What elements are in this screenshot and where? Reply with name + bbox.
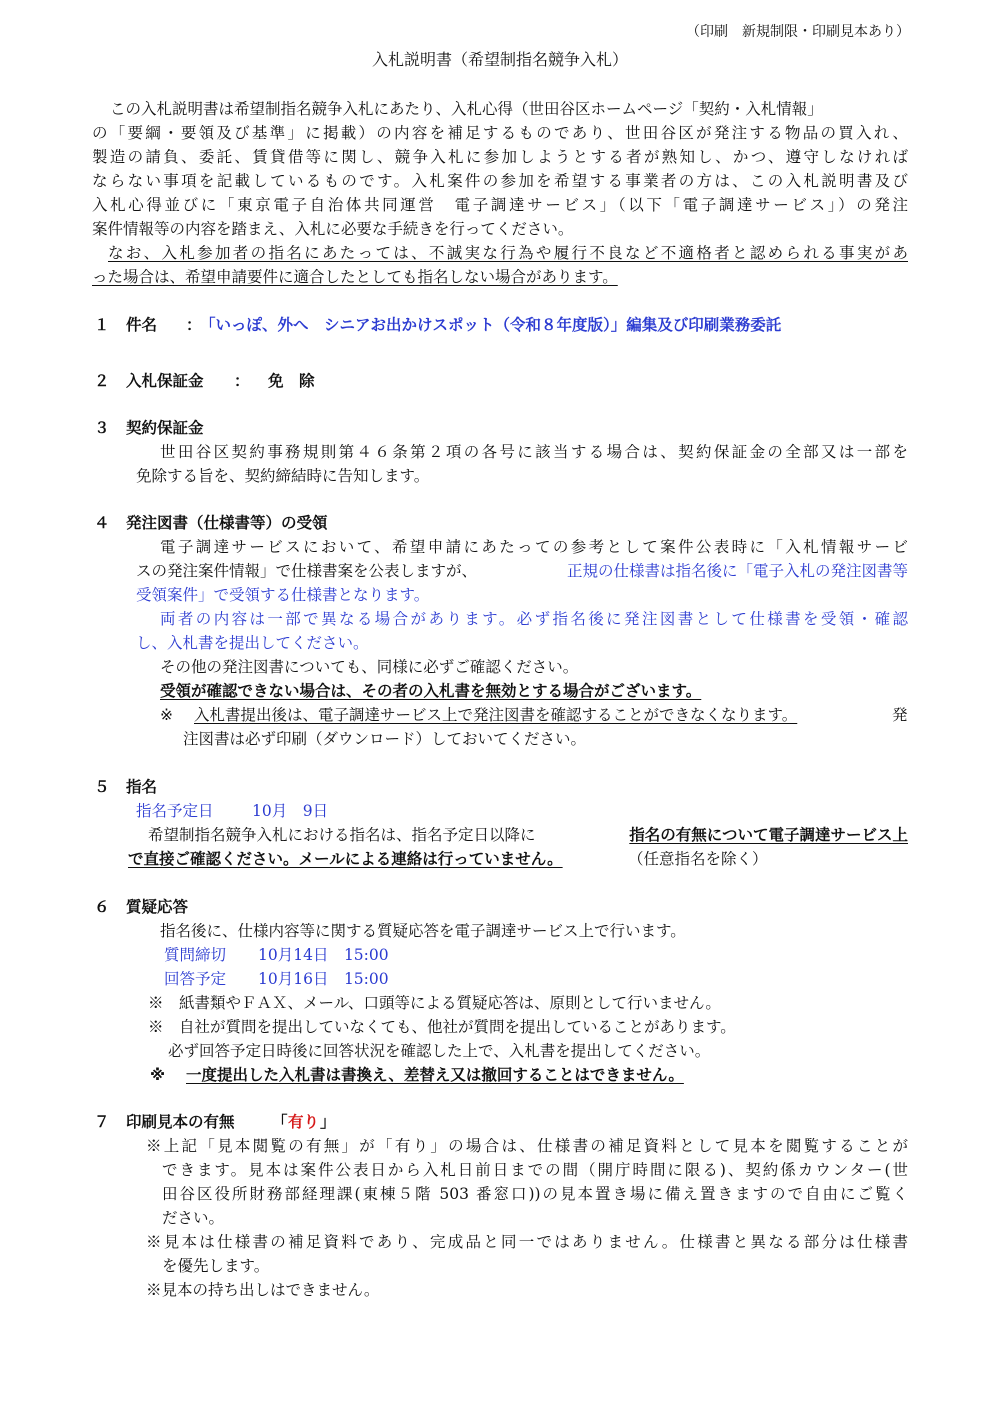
section-text: 指名後に、仕様内容等に関する質疑応答を電子調達サービス上で行います。	[160, 922, 686, 940]
intro-note-line: った場合は、希望申請要件に適合したとしても指名しない場合があります。	[92, 268, 618, 286]
nomination-check-note: で直接ご確認ください。メールによる連絡は行っていません。	[128, 850, 563, 868]
section-text: 電子調達サービスにおいて、希望申請にあたっての参考として案件公表時に「入札情報サービ	[160, 538, 908, 556]
nomination-date-value: 10月 9日	[252, 802, 329, 820]
section-note: 田谷区役所財務部経理課(東棟５階 503 番窓口))の見本置き場に備え置きますので自由にご覧く	[162, 1185, 908, 1203]
section-number: ４	[94, 514, 110, 532]
no-revision-warning: 一度提出した入札書は書換え、差替え又は撤回することはできません。	[186, 1066, 684, 1084]
section-text-row	[148, 823, 908, 847]
differences-text: 両者の内容は一部で異なる場合があります。必ず指名後に発注図書として仕様書を受領・確認	[160, 610, 908, 628]
section-note: ※ 自社が質問を提出していなくても、他社が質問を提出していることがあります。	[148, 1018, 736, 1036]
note-mark: ※	[160, 706, 173, 724]
section-note: ※見本は仕様書の補足資料であり、完成品と同一ではありません。仕様書と異なる部分は仕様書	[146, 1233, 908, 1251]
official-spec-text: 受領案件」で受領する仕様書となります。	[136, 586, 430, 604]
section-number: ５	[94, 778, 110, 796]
section-note: ださい。	[162, 1209, 225, 1227]
section-note: ※ 紙書類やＦＡＸ、メール、口頭等による質疑応答は、原則として行いません。	[148, 994, 721, 1012]
section-note: 必ず回答予定日時後に回答状況を確認した上で、入札書を提出してください。	[168, 1042, 711, 1060]
section-note: できます。見本は案件公表日から入札日前日までの間（開庁時間に限る)、契約係カウンター(世	[162, 1161, 908, 1179]
bid-bond-value: 免 除	[268, 372, 315, 390]
note-mark: ※	[150, 1066, 166, 1084]
section-text-row	[136, 559, 908, 583]
intro-line: 入札心得並びに「東京電子自治体共同運営 電子調達サービス」（以下「電子調達サービス」）の発注	[92, 196, 908, 214]
question-deadline-label: 質問締切	[164, 946, 227, 964]
answer-date-label: 回答予定	[164, 970, 227, 988]
download-note: 注図書は必ず印刷（ダウンロード）しておいてください。	[183, 730, 587, 748]
section-colon: ：	[186, 316, 202, 334]
sample-availability-value: 有り	[288, 1113, 320, 1131]
section-text: 免除する旨を、契約締結時に告知します。	[136, 467, 430, 485]
intro-line: 案件情報等の内容を踏まえ、入札に必要な手続きを行ってください。	[92, 220, 574, 238]
section-label: 発注図書（仕様書等）の受領	[126, 514, 328, 532]
nomination-date-label: 指名予定日	[136, 802, 214, 820]
section-label: 入札保証金	[126, 372, 204, 390]
download-note: 入札書提出後は、電子調達サービス上で発注図書を確認することができなくなります。	[194, 706, 798, 724]
intro-line: の「要綱・要領及び基準」に掲載）の内容を補足するものであり、世田谷区が発注する物品の買入れ、	[92, 124, 908, 142]
section-label: 指名	[126, 778, 158, 796]
intro-line: 製造の請負、委託、賃貸借等に関し、競争入札に参加しようとする者が熟知し、かつ、遵守しなければ	[92, 148, 908, 166]
section-number: ７	[94, 1113, 110, 1131]
section-text: 世田谷区契約事務規則第４６条第２項の各号に該当する場合は、契約保証金の全部又は一部を	[160, 443, 908, 461]
quote-open: 「	[272, 1113, 288, 1131]
invalid-bid-warning: 受領が確認できない場合は、その者の入札書を無効とする場合がございます。	[160, 682, 702, 700]
answer-date-value: 10月16日 15:00	[258, 970, 389, 988]
differences-text: し、入札書を提出してください。	[136, 634, 369, 652]
section-label: 件名	[126, 316, 158, 334]
official-spec-text: 正規の仕様書は指名後に「電子入札の発注図書等	[566, 562, 908, 580]
section-number: １	[94, 316, 110, 334]
section-label: 質疑応答	[126, 898, 189, 916]
intro-line: ならない事項を記載しているものです。入札案件の参加を希望する事業者の方は、この入札説明書及び	[92, 172, 908, 190]
section-label: 契約保証金	[126, 419, 204, 437]
section-text: スの発注案件情報」で仕様書案を公表しますが、	[136, 562, 478, 580]
intro-note-line: なお、入札参加者の指名にあたっては、不誠実な行為や履行不良など不適格者と認められる事実があ	[108, 244, 908, 262]
section-note: ※上記「見本閲覧の有無」が「有り」の場合は、仕様書の補足資料として見本を閲覧することが	[146, 1137, 908, 1155]
subject-value: 「いっぽ、外へ シニアお出かけスポット（令和８年度版）」編集及び印刷業務委託	[200, 316, 782, 334]
nomination-check-note: 指名の有無について電子調達サービス上	[629, 826, 908, 844]
section-number: ２	[94, 372, 110, 390]
section-text: （任意指名を除く）	[628, 850, 768, 868]
section-number: ６	[94, 898, 110, 916]
intro-line: この入札説明書は希望制指名競争入札にあたり、入札心得（世田谷区ホームページ「契約・入札情報」	[110, 100, 823, 118]
section-number: ３	[94, 419, 110, 437]
download-note-tail: 発	[892, 706, 908, 724]
section-text: その他の発注図書についても、同様に必ずご確認ください。	[160, 658, 579, 676]
section-colon: ：	[234, 372, 250, 390]
page-title: 入札説明書（希望制指名競争入札）	[371, 50, 628, 69]
section-note: を優先します。	[162, 1257, 270, 1275]
section-label: 印刷見本の有無	[126, 1113, 235, 1131]
quote-close: 」	[320, 1113, 336, 1131]
section-text: 希望制指名競争入札における指名は、指名予定日以降に	[148, 826, 536, 844]
question-deadline-value: 10月14日 15:00	[258, 946, 389, 964]
header-note: （印刷 新規制限・印刷見本あり）	[686, 24, 910, 40]
section-note: ※見本の持ち出しはできません。	[146, 1281, 380, 1299]
